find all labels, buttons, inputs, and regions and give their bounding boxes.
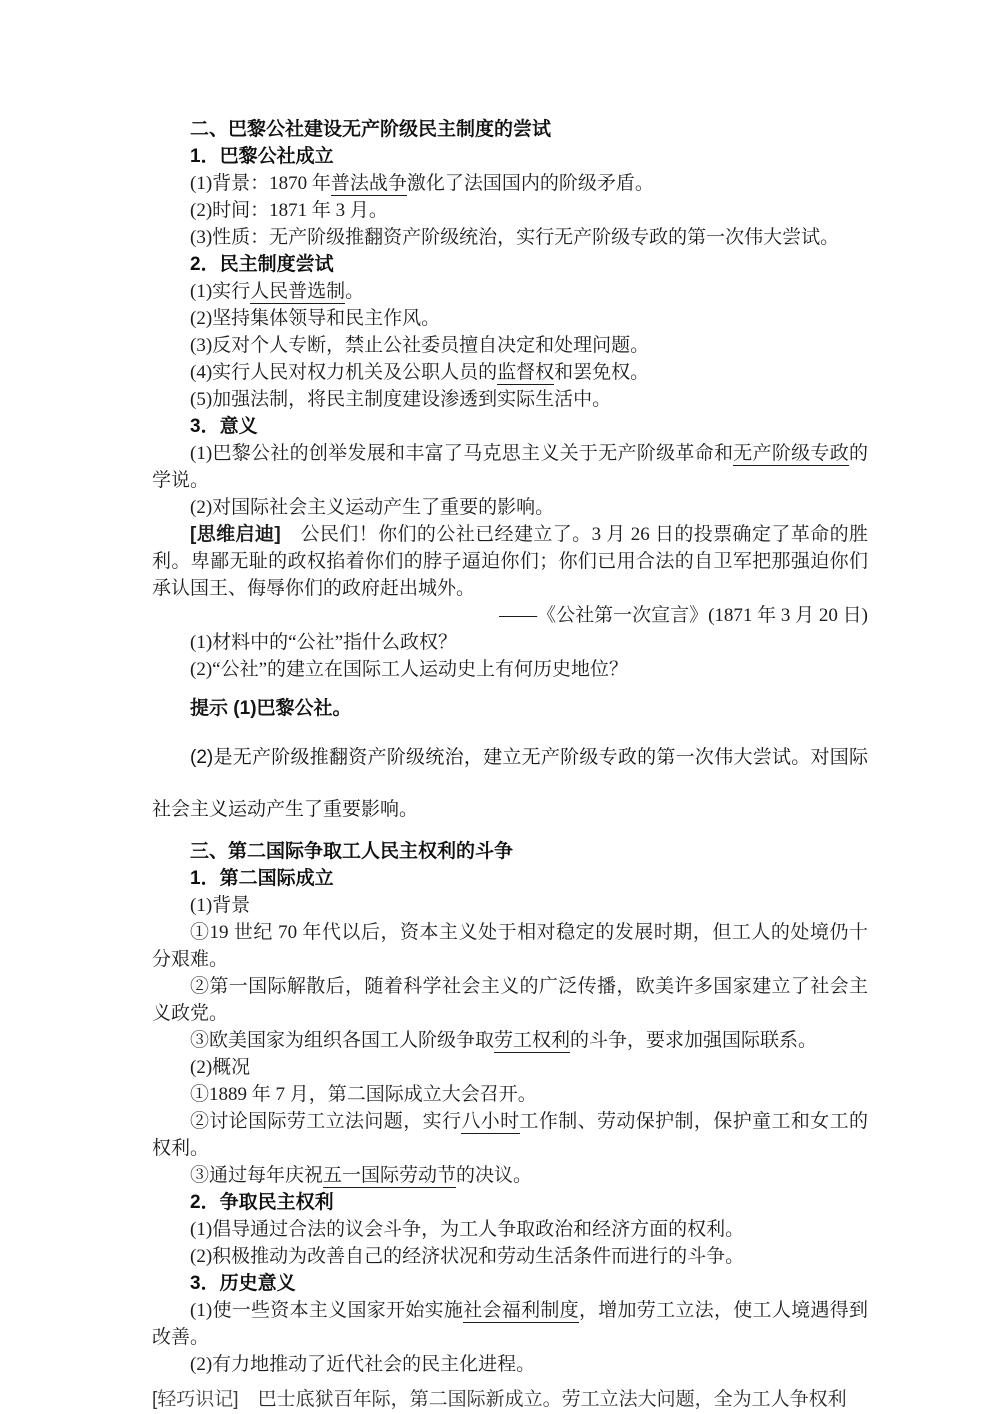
text-run: (2)“公社”的建立在国际工人运动史上有何历史地位？: [190, 659, 629, 680]
text-run: 和罢免权。: [554, 362, 650, 383]
para-bg-3: [152, 1027, 868, 1054]
subheading-significance: [152, 413, 868, 440]
text-run: (3)性质：无产阶级推翻资产阶级统治，实行无产阶级专政的第一次伟大尝试。: [190, 227, 840, 248]
text-run: (2)坚持集体领导和民主作风。: [190, 308, 441, 329]
text-run: 工作制、劳动保护制，保护童工和女工的权利。: [152, 1111, 868, 1159]
text-run: ——《公社第一次宣言》(1871 年 3 月 20 日): [499, 605, 868, 626]
text-run: (2)是无产阶级推翻资产阶级统治，建立无产阶级专政的第一次伟大尝试。对国际社会主义运动产生了重要影响。: [152, 747, 868, 820]
text-run: 的斗争，要求加强国际联系。: [570, 1030, 818, 1051]
para-question-1: [152, 629, 868, 656]
underlined-term: 劳工权利: [494, 1030, 571, 1051]
underlined-term: 人民普选制: [250, 281, 346, 302]
text-run: ②讨论国际劳工立法问题，实行: [190, 1111, 462, 1132]
text-run: 1．第二国际成立: [190, 868, 334, 889]
subheading-second-international-founding: [152, 865, 868, 892]
tip-mnemonic: [152, 1386, 868, 1413]
text-run: 巴士底狱百年际，第二国际新成立。劳工立法大问题，全为工人争权利: [238, 1389, 847, 1410]
para-significance-1: [152, 440, 868, 494]
hint-label: 提示: [190, 698, 229, 719]
para-overview-label: [152, 1054, 868, 1081]
text-run: (1)巴黎公社。: [228, 698, 352, 719]
section-2-heading: [152, 116, 868, 143]
text-run: 3．意义: [190, 416, 258, 437]
para-bg-1: [152, 919, 868, 973]
text-run: (2)有力地推动了近代社会的民主化进程。: [190, 1354, 536, 1375]
text-run: (1)材料中的“公社”指什么政权？: [190, 632, 458, 653]
text-run: (3)反对个人专断，禁止公社委员擅自决定和处理问题。: [190, 335, 650, 356]
document-body: [152, 116, 868, 1413]
text-run: (2)对国际社会主义运动产生了重要的影响。: [190, 497, 555, 518]
underlined-term: 八小时: [461, 1111, 520, 1132]
text-run: 1．巴黎公社成立: [190, 146, 334, 167]
para-time: [152, 197, 868, 224]
para-overview-1: [152, 1081, 868, 1108]
para-attempt-3: [152, 332, 868, 359]
tip-label: [轻巧识记]: [152, 1389, 239, 1410]
para-thinking-prompt: [152, 521, 868, 602]
text-run: 公民们！你们的公社已经建立了。3 月 26 日的投票确定了革命的胜利。卑鄙无耻的政权掐着你们的脖子逼迫你们；你们已用合法的自卫军把那强迫你们承认国王、侮辱你们的政府赶出城外。: [152, 524, 868, 599]
para-significance-2: [152, 494, 868, 521]
text-run: (2)时间：1871 年 3 月。: [190, 200, 388, 221]
hint-answer-2: [152, 732, 868, 836]
text-run: ③欧美国家为组织各国工人阶级争取: [190, 1030, 495, 1051]
subheading-commune-founding: [152, 143, 868, 170]
subheading-democracy-attempt: [152, 251, 868, 278]
text-run: ③通过每年庆祝: [190, 1165, 324, 1186]
text-run: ①1889 年 7 月，第二国际成立大会召开。: [190, 1084, 537, 1105]
text-run: 三、第二国际争取工人民主权利的斗争: [190, 841, 514, 862]
para-overview-2: [152, 1108, 868, 1162]
para-hist-significance-2: [152, 1351, 868, 1378]
underlined-term: 监督权: [497, 362, 555, 383]
hint-answer-1: [152, 695, 868, 722]
text-run: (1)倡导通过合法的议会斗争，为工人争取政治和经济方面的权利。: [190, 1219, 745, 1240]
text-run: (1)使一些资本主义国家开始实施: [190, 1300, 464, 1321]
para-attempt-4: [152, 359, 868, 386]
para-question-2: [152, 656, 868, 683]
thinking-prompt-label: [思维启迪]: [190, 524, 281, 545]
text-run: ①19 世纪 70 年代以后，资本主义处于相对稳定的发展时期，但工人的处境仍十分艰难。: [152, 922, 868, 970]
text-run: (1)巴黎公社的创举发展和丰富了马克思主义关于无产阶级革命和: [190, 443, 734, 464]
text-run: ，增加劳工立法，使工人境遇得到改善。: [152, 1300, 868, 1348]
para-attempt-5: [152, 386, 868, 413]
text-run: (2)积极推动为改善自己的经济状况和劳动生活条件而进行的斗争。: [190, 1246, 745, 1267]
para-rights-2: [152, 1243, 868, 1270]
section-3-heading: [152, 838, 868, 865]
text-run: ②第一国际解散后，随着科学社会主义的广泛传播，欧美许多国家建立了社会主义政党。: [152, 976, 868, 1024]
underlined-term: 社会福利制度: [463, 1300, 579, 1321]
para-rights-1: [152, 1216, 868, 1243]
para-background: [152, 170, 868, 197]
para-bg-2: [152, 973, 868, 1027]
subheading-striving-rights: [152, 1189, 868, 1216]
para-bg-label: [152, 892, 868, 919]
text-run: (4)实行人民对权力机关及公职人员的: [190, 362, 498, 383]
text-run: 的学说。: [152, 443, 868, 491]
text-run: (1)实行: [190, 281, 251, 302]
para-nature: [152, 224, 868, 251]
text-run: 2．争取民主权利: [190, 1192, 334, 1213]
text-run: 3．历史意义: [190, 1273, 296, 1294]
underlined-term: 无产阶级专政: [733, 443, 849, 464]
text-run: 激化了法国国内的阶级矛盾。: [406, 173, 654, 194]
text-run: (2)概况: [190, 1057, 251, 1078]
subheading-historical-significance: [152, 1270, 868, 1297]
para-attempt-2: [152, 305, 868, 332]
para-hist-significance-1: [152, 1297, 868, 1351]
underlined-term: 五一国际劳动节: [323, 1165, 457, 1186]
text-run: (1)背景: [190, 895, 251, 916]
text-run: 的决议。: [456, 1165, 533, 1186]
quote-attribution: [152, 602, 868, 629]
text-run: 2．民主制度尝试: [190, 254, 334, 275]
text-run: 。: [345, 281, 365, 302]
para-overview-3: [152, 1162, 868, 1189]
text-run: (5)加强法制，将民主制度建设渗透到实际生活中。: [190, 389, 612, 410]
text-run: 二、巴黎公社建设无产阶级民主制度的尝试: [190, 119, 552, 140]
underlined-term: 普法战争: [330, 173, 407, 194]
text-run: (1)背景：1870 年: [190, 173, 331, 194]
para-attempt-1: [152, 278, 868, 305]
